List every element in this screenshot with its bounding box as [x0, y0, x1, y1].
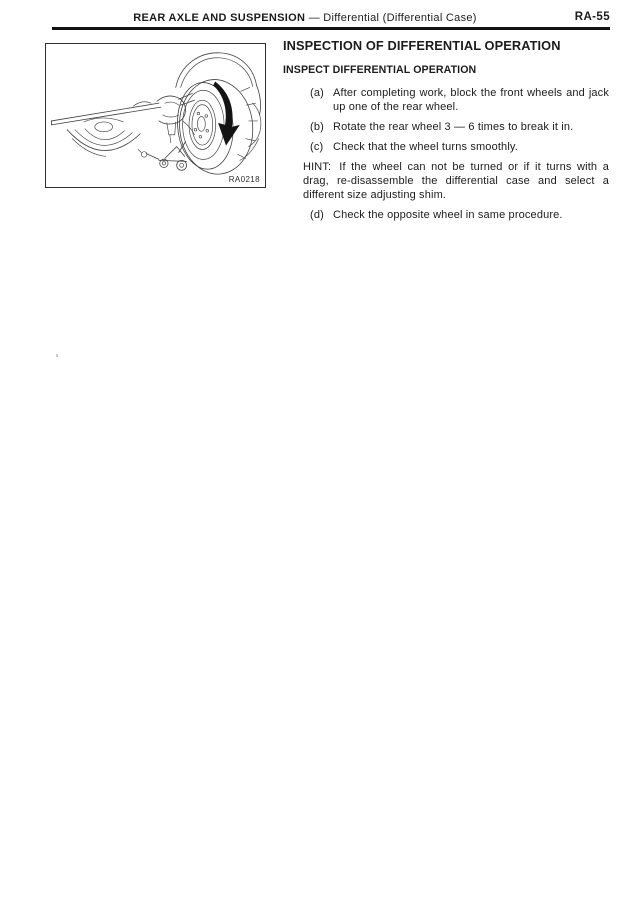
step-a [310, 86, 609, 114]
hint-paragraph [303, 160, 609, 202]
brake-drum-sketch [67, 118, 140, 156]
figure-code: RA0218 [228, 175, 260, 184]
step-a-text: After completing work, block the front wheels and jack up one of the rear wheel. [333, 87, 609, 113]
hint-label: HINT: [303, 161, 332, 173]
axle-tube-sketch [51, 102, 160, 125]
step-b [310, 120, 609, 134]
scan-speck [56, 354, 58, 357]
page-number: RA-55 [574, 11, 610, 23]
fender-sketch [176, 53, 261, 161]
step-d [310, 208, 609, 222]
step-d-text: Check the opposite wheel in same procedure. [333, 209, 563, 221]
step-c-text: Check that the wheel turns smoothly. [333, 141, 518, 153]
step-c-marker: (c) [310, 141, 324, 153]
tire-sketch [174, 77, 258, 178]
header-rule [52, 27, 610, 30]
rotation-arrow [213, 81, 240, 145]
procedure-title: INSPECT DIFFERENTIAL OPERATION [283, 64, 477, 76]
step-b-text: Rotate the rear wheel 3 — 6 times to break it in. [333, 121, 574, 133]
header-title [52, 12, 558, 24]
hint-text: If the wheel can not be turned or if it turns with a drag, re-disassemble the differential case and select a different size adjusting shim. [303, 161, 609, 201]
header-section-title: REAR AXLE AND SUSPENSION [133, 12, 306, 24]
axle-wheel-illustration [46, 44, 265, 187]
header-section-subtitle: — Differential (Differential Case) [308, 12, 477, 24]
step-b-marker: (b) [310, 121, 324, 133]
step-d-marker: (d) [310, 209, 324, 221]
step-c [310, 140, 609, 154]
jack-sketch [138, 142, 186, 171]
figure-rear-wheel-rotation [45, 43, 266, 188]
page-header [52, 12, 610, 27]
step-a-marker: (a) [310, 87, 324, 99]
procedure-section [283, 38, 609, 222]
section-title: INSPECTION OF DIFFERENTIAL OPERATION [283, 38, 561, 53]
